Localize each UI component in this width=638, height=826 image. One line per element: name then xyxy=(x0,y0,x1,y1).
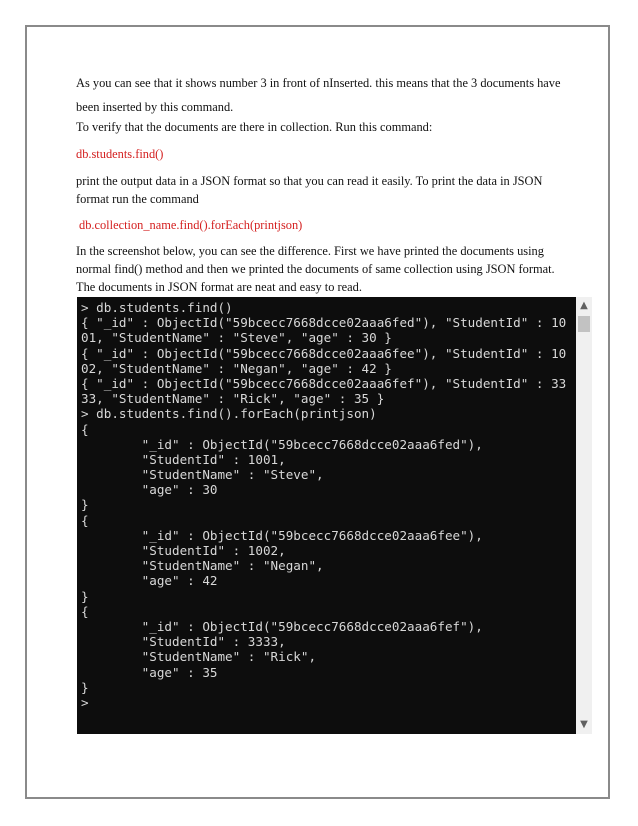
console-line: { xyxy=(81,603,89,619)
command-foreach-printjson: db.collection_name.find().forEach(printjson) xyxy=(79,218,303,232)
console-line: } xyxy=(81,679,89,695)
console-line: 01, "StudentName" : "Steve", "age" : 30 } xyxy=(81,330,392,346)
console-line: "StudentId" : 3333, xyxy=(81,634,286,650)
console-line: "StudentName" : "Rick", xyxy=(81,649,317,665)
console-line: "age" : 42 xyxy=(81,573,218,589)
console-line: { xyxy=(81,421,89,437)
console-line: } xyxy=(81,497,89,513)
console-output xyxy=(81,300,571,710)
console-line: { "_id" : ObjectId("59bcecc7668dcce02aaa6fed"), "StudentId" : 10 xyxy=(81,315,567,331)
console-line: 33, "StudentName" : "Rick", "age" : 35 } xyxy=(81,391,385,407)
mongo-shell-screenshot xyxy=(77,297,592,734)
paragraph-screenshot-explanation: In the screenshot below, you can see the difference. First we have printed the documents using normal find() method and then we printed the documents of same collection using JSON format. The documents in JSON format are neat and easy to read. xyxy=(76,244,555,294)
console-line: > db.students.find().forEach(printjson) xyxy=(81,406,377,422)
console-line: > db.students.find() xyxy=(81,300,233,315)
console-line: "StudentId" : 1001, xyxy=(81,451,286,467)
console-line: { xyxy=(81,512,89,528)
paragraph-ninserted-explanation: As you can see that it shows number 3 in front of nInserted. this means that the 3 documents have been inserted by this command. xyxy=(76,76,561,114)
scroll-thumb[interactable] xyxy=(578,316,590,332)
console-line: { "_id" : ObjectId("59bcecc7668dcce02aaa6fef"), "StudentId" : 33 xyxy=(81,375,567,391)
console-line: } xyxy=(81,588,89,604)
console-line: { "_id" : ObjectId("59bcecc7668dcce02aaa6fee"), "StudentId" : 10 xyxy=(81,345,567,361)
console-line: "_id" : ObjectId("59bcecc7668dcce02aaa6fed"), xyxy=(81,436,483,452)
console-line: "StudentId" : 1002, xyxy=(81,543,286,558)
console-scrollbar[interactable] xyxy=(576,297,592,734)
console-line: > xyxy=(81,694,89,710)
console-line: "_id" : ObjectId("59bcecc7668dcce02aaa6fef"), xyxy=(81,618,483,634)
chevron-up-icon[interactable]: ▲ xyxy=(580,300,588,311)
paragraph-json-instruction: print the output data in a JSON format so that you can read it easily. To print the data in JSON format run the command xyxy=(76,174,543,206)
console-line: "StudentName" : "Steve", xyxy=(81,467,324,483)
paragraph-verify-instruction: To verify that the documents are there in collection. Run this command: xyxy=(76,120,433,134)
console-line: "_id" : ObjectId("59bcecc7668dcce02aaa6fee"), xyxy=(81,527,483,543)
console-line: "age" : 30 xyxy=(81,482,218,498)
console-line: 02, "StudentName" : "Negan", "age" : 42 } xyxy=(81,360,392,376)
chevron-down-icon[interactable]: ▼ xyxy=(580,719,588,730)
command-find: db.students.find() xyxy=(76,147,164,161)
console-line: "age" : 35 xyxy=(81,664,218,680)
console-line: "StudentName" : "Negan", xyxy=(81,558,324,574)
